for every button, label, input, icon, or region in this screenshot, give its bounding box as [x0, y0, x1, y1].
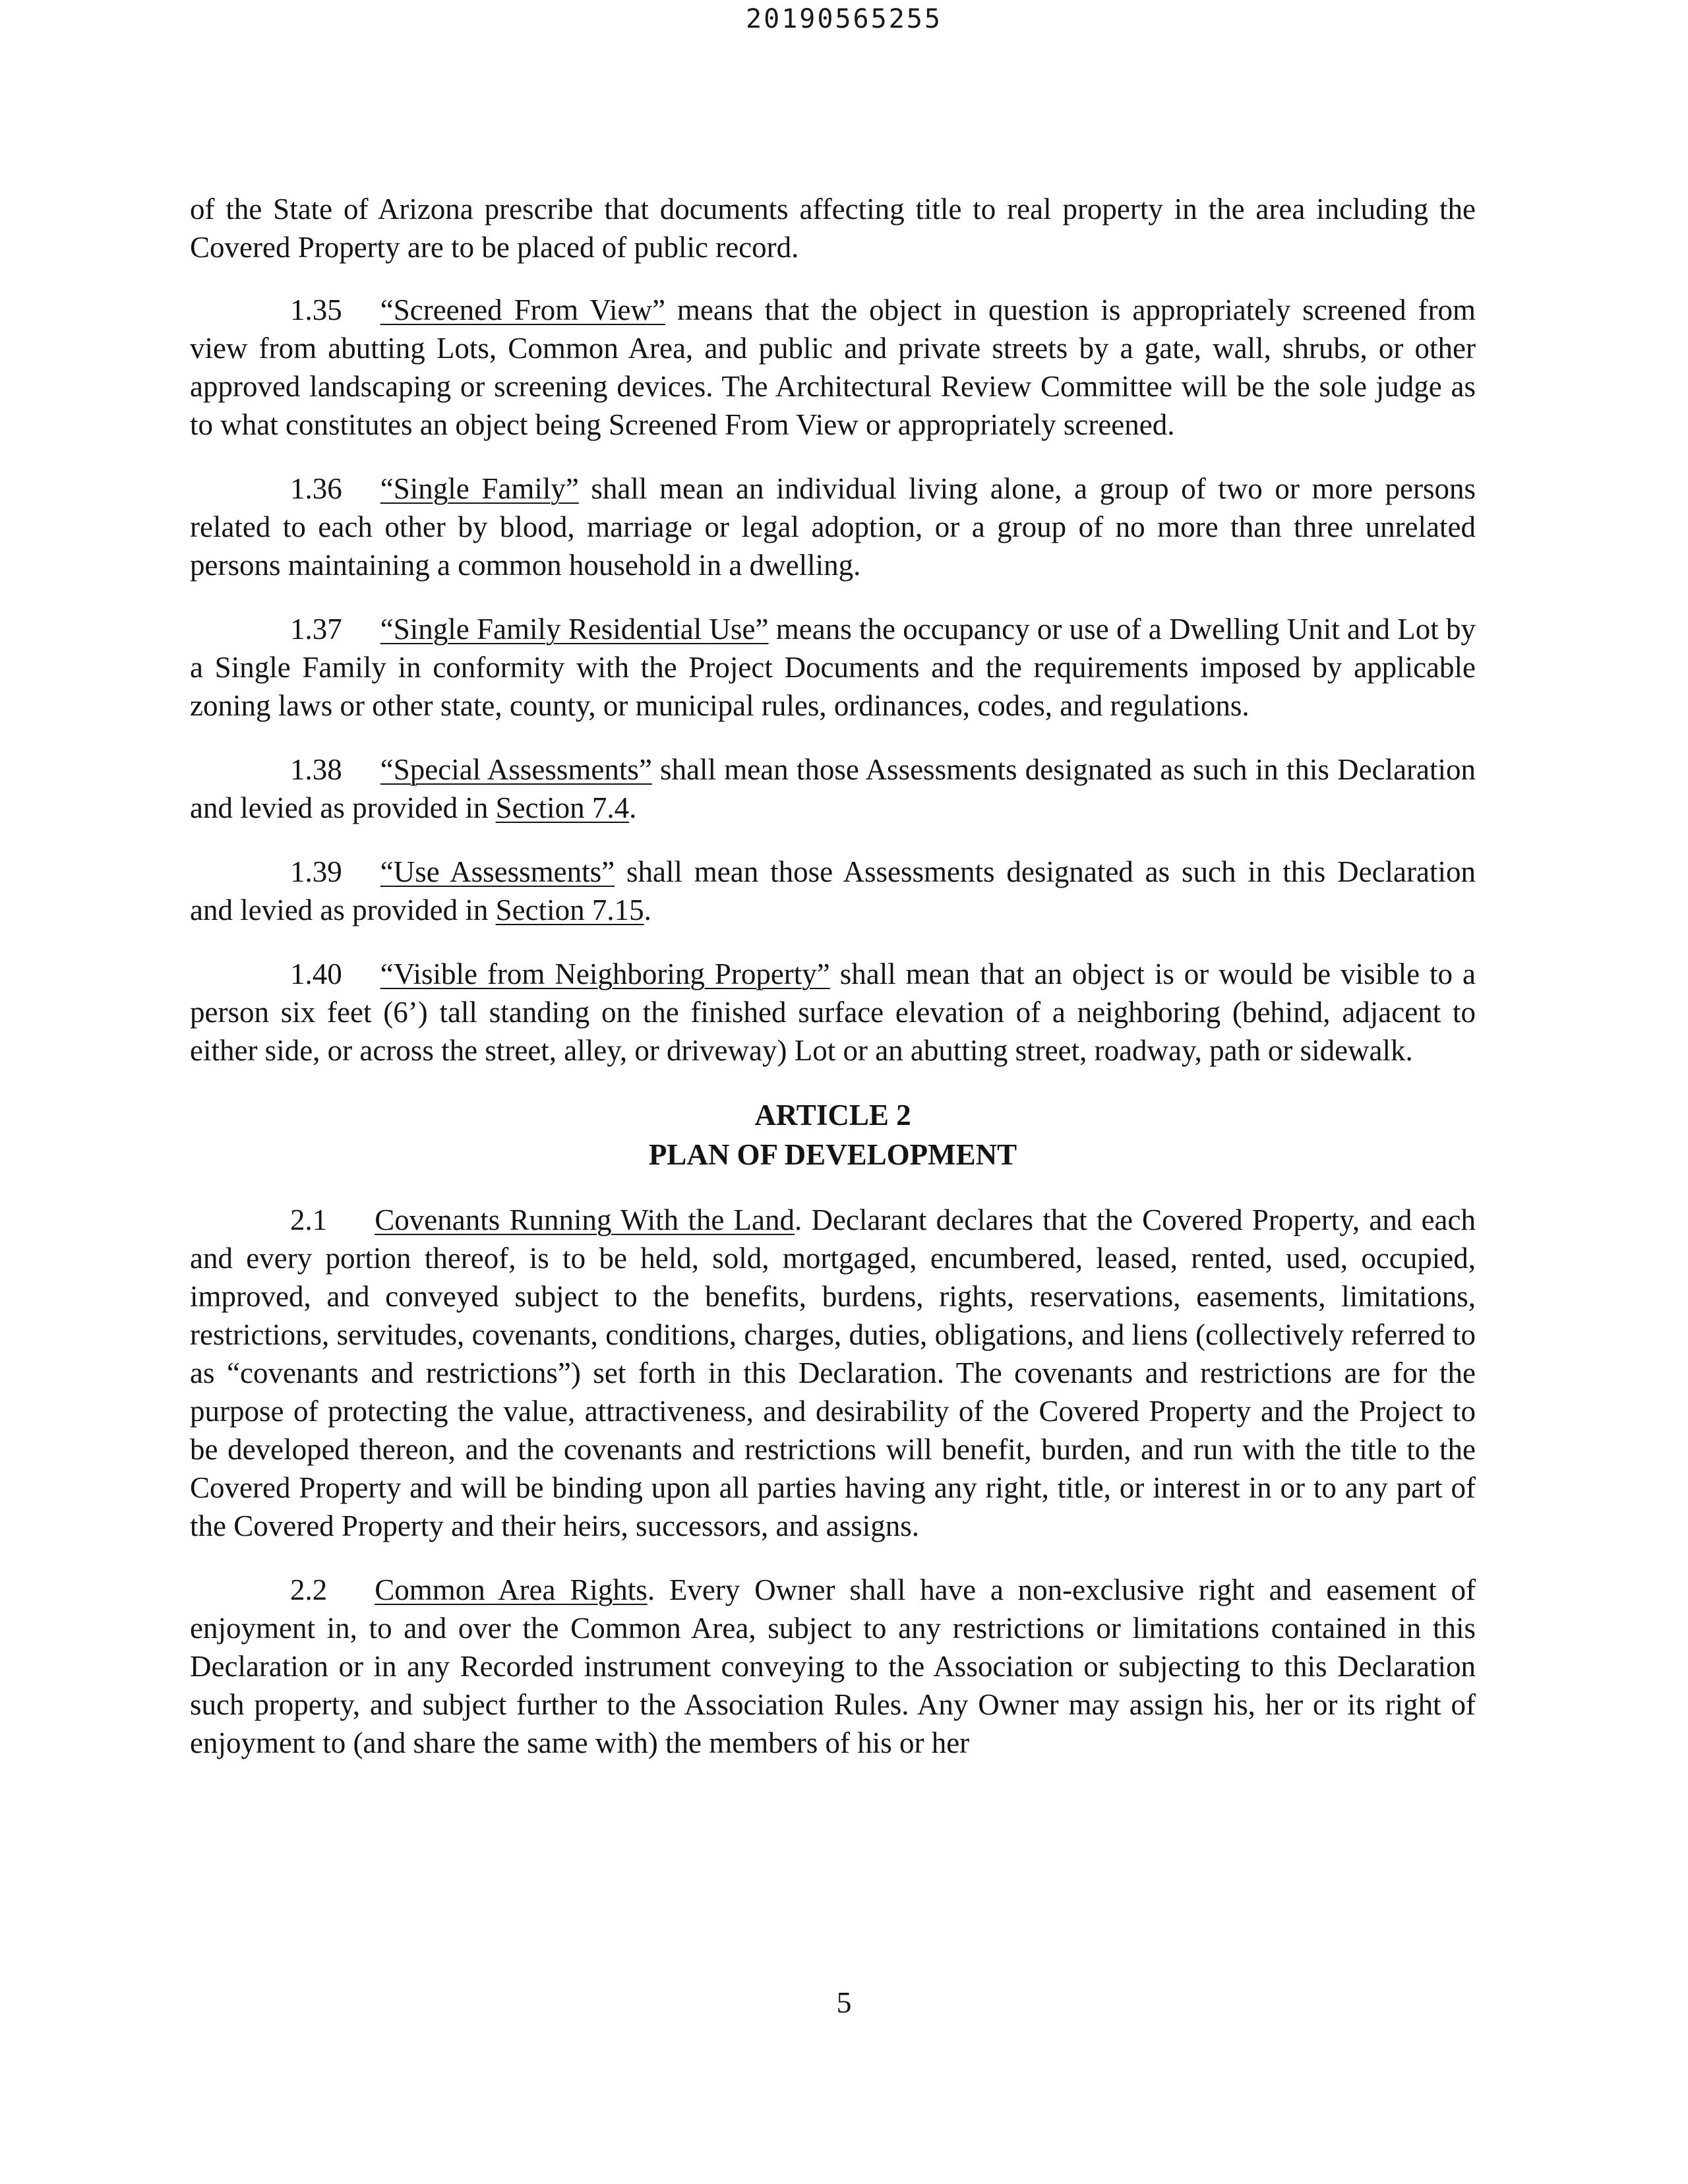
article-heading-block	[190, 1095, 1476, 1174]
paragraph-text-end: .	[629, 791, 637, 824]
paragraph-text: means the occupancy or use of a Dwelling Unit and Lot by a Single Family in conformity with the Project Documents and the requirements imposed by applicable zoning laws or other state, county, or municipal rules, ordinances, codes, and regulations.	[190, 613, 1476, 722]
paragraph-1-40	[190, 955, 1476, 1070]
paragraph-1-39	[190, 853, 1476, 929]
section-number: 2.2	[290, 1573, 328, 1606]
document-number: 20190565255	[746, 4, 942, 34]
section-reference: Section 7.15	[495, 894, 644, 926]
page-number: 5	[836, 1986, 852, 2019]
defined-term: “Screened From View”	[380, 293, 665, 326]
section-2-2	[190, 1571, 1476, 1762]
section-number: 2.1	[290, 1203, 328, 1236]
paragraph-text: means that the object in question is appropriately screened from view from abutting Lots, Common Area, and public and private streets by a gate, wall, shrubs, or other approved landscaping or screening devices. The Architectural Review Committee will be the sole judge as to what constitutes an object being Screened From View or appropriately screened.	[190, 293, 1476, 441]
defined-term: “Special Assessments”	[380, 753, 652, 786]
paragraph-intro: of the State of Arizona prescribe that documents affecting title to real property in the area including the Covered Property are to be placed of public record.	[190, 193, 1476, 264]
paragraph-text-end: .	[644, 894, 651, 926]
paragraph-text: shall mean an individual living alone, a group of two or more persons related to each other by blood, marriage or legal adoption, or a group of no more than three unrelated persons maintaining a common household in a dwelling.	[190, 472, 1476, 582]
paragraph-number: 1.39	[290, 855, 342, 888]
section-reference: Section 7.4	[495, 791, 630, 824]
paragraph-text: shall mean those Assessments designated as such in this Declaration and levied as provided in	[190, 855, 1476, 926]
paragraph-number: 1.35	[290, 293, 342, 326]
paragraph-1-36	[190, 470, 1476, 584]
paragraph-text: shall mean those Assessments designated as such in this Declaration and levied as provided in	[190, 753, 1476, 824]
section-text: . Every Owner shall have a non-exclusive right and easement of enjoyment in, to and over the Common Area, subject to any restrictions or limitations contained in this Declaration or in any Recorded instrument conveying to the Association or subjecting to this Declaration such property, and subject further to the Association Rules. Any Owner may assign his, her or its right of enjoyment to (and share the same with) the members of his or her	[190, 1573, 1476, 1759]
defined-term: “Use Assessments”	[380, 855, 615, 888]
document-body	[190, 190, 1476, 1788]
defined-term: “Single Family”	[380, 472, 579, 505]
defined-term: “Visible from Neighboring Property”	[380, 957, 830, 990]
section-text: . Declarant declares that the Covered Property, and each and every portion thereof, is to be held, sold, mortgaged, encumbered, leased, rented, used, occupied, improved, and conveyed subject to the benefits, burdens, rights, reservations, easements, limitations, restrictions, servitudes, covenants, conditions, charges, duties, obligations, and liens (collectively referred to as “covenants and restrictions”) set forth in this Declaration. The covenants and restrictions are for the purpose of protecting the value, attractiveness, and desirability of the Covered Property and the Project to be developed thereon, and the covenants and restrictions will benefit, burden, and run with the title to the Covered Property and will be binding upon all parties having any right, title, or interest in or to any part of the Covered Property and their heirs, successors, and assigns.	[190, 1203, 1476, 1542]
paragraph-number: 1.36	[290, 472, 342, 505]
section-heading: Covenants Running With the Land	[375, 1203, 795, 1236]
article-heading: ARTICLE 2	[754, 1099, 911, 1132]
paragraph-1-37	[190, 610, 1476, 725]
section-heading: Common Area Rights	[375, 1573, 648, 1606]
paragraph-text: shall mean that an object is or would be visible to a person six feet (6’) tall standing on the finished surface elevation of a neighboring (behind, adjacent to either side, or across the street, alley, or driveway) Lot or an abutting street, roadway, path or sidewalk.	[190, 957, 1476, 1067]
section-2-1	[190, 1201, 1476, 1545]
paragraph-1-35	[190, 291, 1476, 444]
paragraph-number: 1.37	[290, 613, 342, 646]
defined-term: “Single Family Residential Use”	[380, 613, 769, 646]
paragraph-number: 1.40	[290, 957, 342, 990]
paragraph-1-38	[190, 750, 1476, 827]
paragraph-number: 1.38	[290, 753, 342, 786]
article-title: PLAN OF DEVELOPMENT	[648, 1138, 1017, 1171]
